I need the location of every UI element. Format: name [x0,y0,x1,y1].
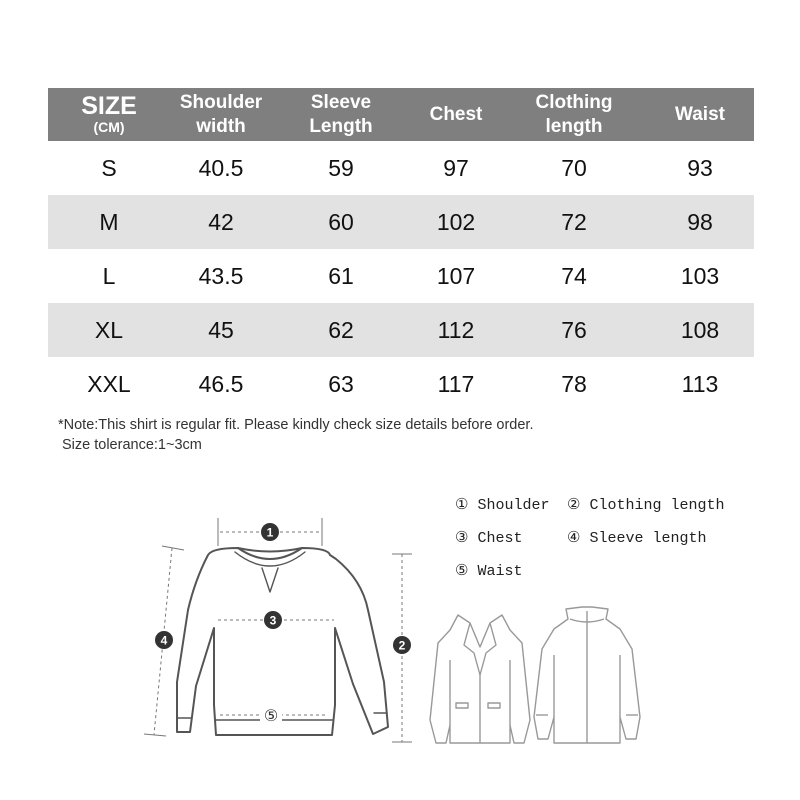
header-size [48,88,170,141]
header-sleeve-line2: Length [309,115,373,137]
cell-size: XXL [87,370,131,397]
cell-length: 74 [561,262,587,289]
header-chest-label: Chest [429,103,483,125]
cell-chest: 117 [437,370,475,397]
cell-waist: 108 [646,303,754,357]
table-row [48,141,754,195]
table-row [48,357,754,411]
jacket-illustrations [420,605,650,750]
header-waist-label: Waist [675,103,725,125]
cell-shoulder: 45 [170,303,272,357]
marker-1 [261,523,279,541]
zip-jacket-icon [534,607,640,743]
size-tolerance-note: Size tolerance:1~3cm [62,437,202,453]
marker-5 [260,706,282,725]
header-shoulder-line1: Shoulder [179,91,263,113]
cell-shoulder: 42 [170,195,272,249]
cell-chest: 102 [410,195,502,249]
marker-3 [264,611,282,629]
cell-sleeve: 61 [328,262,354,289]
marker-4 [155,631,173,649]
cell-chest: 97 [443,154,469,181]
cell-length: 78 [561,370,587,397]
cell-size: L [102,262,116,289]
svg-text:2: 2 [398,638,406,653]
shirt-outline-icon [177,548,388,735]
cell-waist: 93 [687,154,713,181]
cell-length: 70 [561,154,587,181]
cell-sleeve: 62 [272,303,410,357]
cell-waist: 113 [681,370,719,397]
legend-waist: ⑤ Waist [455,563,523,580]
cell-shoulder: 46.5 [198,370,244,397]
cell-length: 72 [502,195,646,249]
cell-shoulder: 40.5 [198,154,244,181]
cell-chest: 112 [410,303,502,357]
blazer-icon [430,615,530,743]
fit-note: *Note:This shirt is regular fit. Please kindly check size details before order. [58,417,534,433]
svg-text:3: 3 [269,613,277,628]
header-chest [410,88,502,141]
svg-text:4: 4 [160,633,168,648]
shirt-measurement-diagram [140,510,420,755]
cell-size: M [48,195,170,249]
legend-sleeve-length: ④ Sleeve length [567,530,707,547]
cell-waist: 103 [680,262,720,289]
cell-size: S [101,154,117,181]
header-waist [646,88,754,141]
header-size-label: SIZE [81,92,137,120]
header-sleeve-length [272,88,410,141]
cell-sleeve: 59 [328,154,354,181]
cell-length: 76 [502,303,646,357]
header-size-unit: (CM) [93,119,125,135]
table-row [48,195,754,249]
header-sleeve-line1: Sleeve [310,91,372,113]
header-clothing-line1: Clothing [535,91,613,113]
cell-sleeve: 63 [328,370,354,397]
table-header-row [48,88,754,141]
legend-chest: ③ Chest [455,530,523,547]
legend-clothing-length: ② Clothing length [567,497,725,514]
cell-chest: 107 [436,262,476,289]
cell-sleeve: 60 [272,195,410,249]
size-chart-table [48,88,754,411]
header-shoulder-line2: width [196,115,246,137]
svg-text:1: 1 [266,525,274,540]
header-shoulder-width [170,88,272,141]
cell-waist: 98 [646,195,754,249]
table-row [48,249,754,303]
table-row [48,303,754,357]
cell-shoulder: 43.5 [198,262,244,289]
header-clothing-line2: length [545,115,603,137]
legend-shoulder: ① Shoulder [455,497,550,514]
marker-2 [393,636,411,654]
svg-text:⑤: ⑤ [263,706,279,725]
cell-size: XL [48,303,170,357]
header-clothing-length [502,88,646,141]
